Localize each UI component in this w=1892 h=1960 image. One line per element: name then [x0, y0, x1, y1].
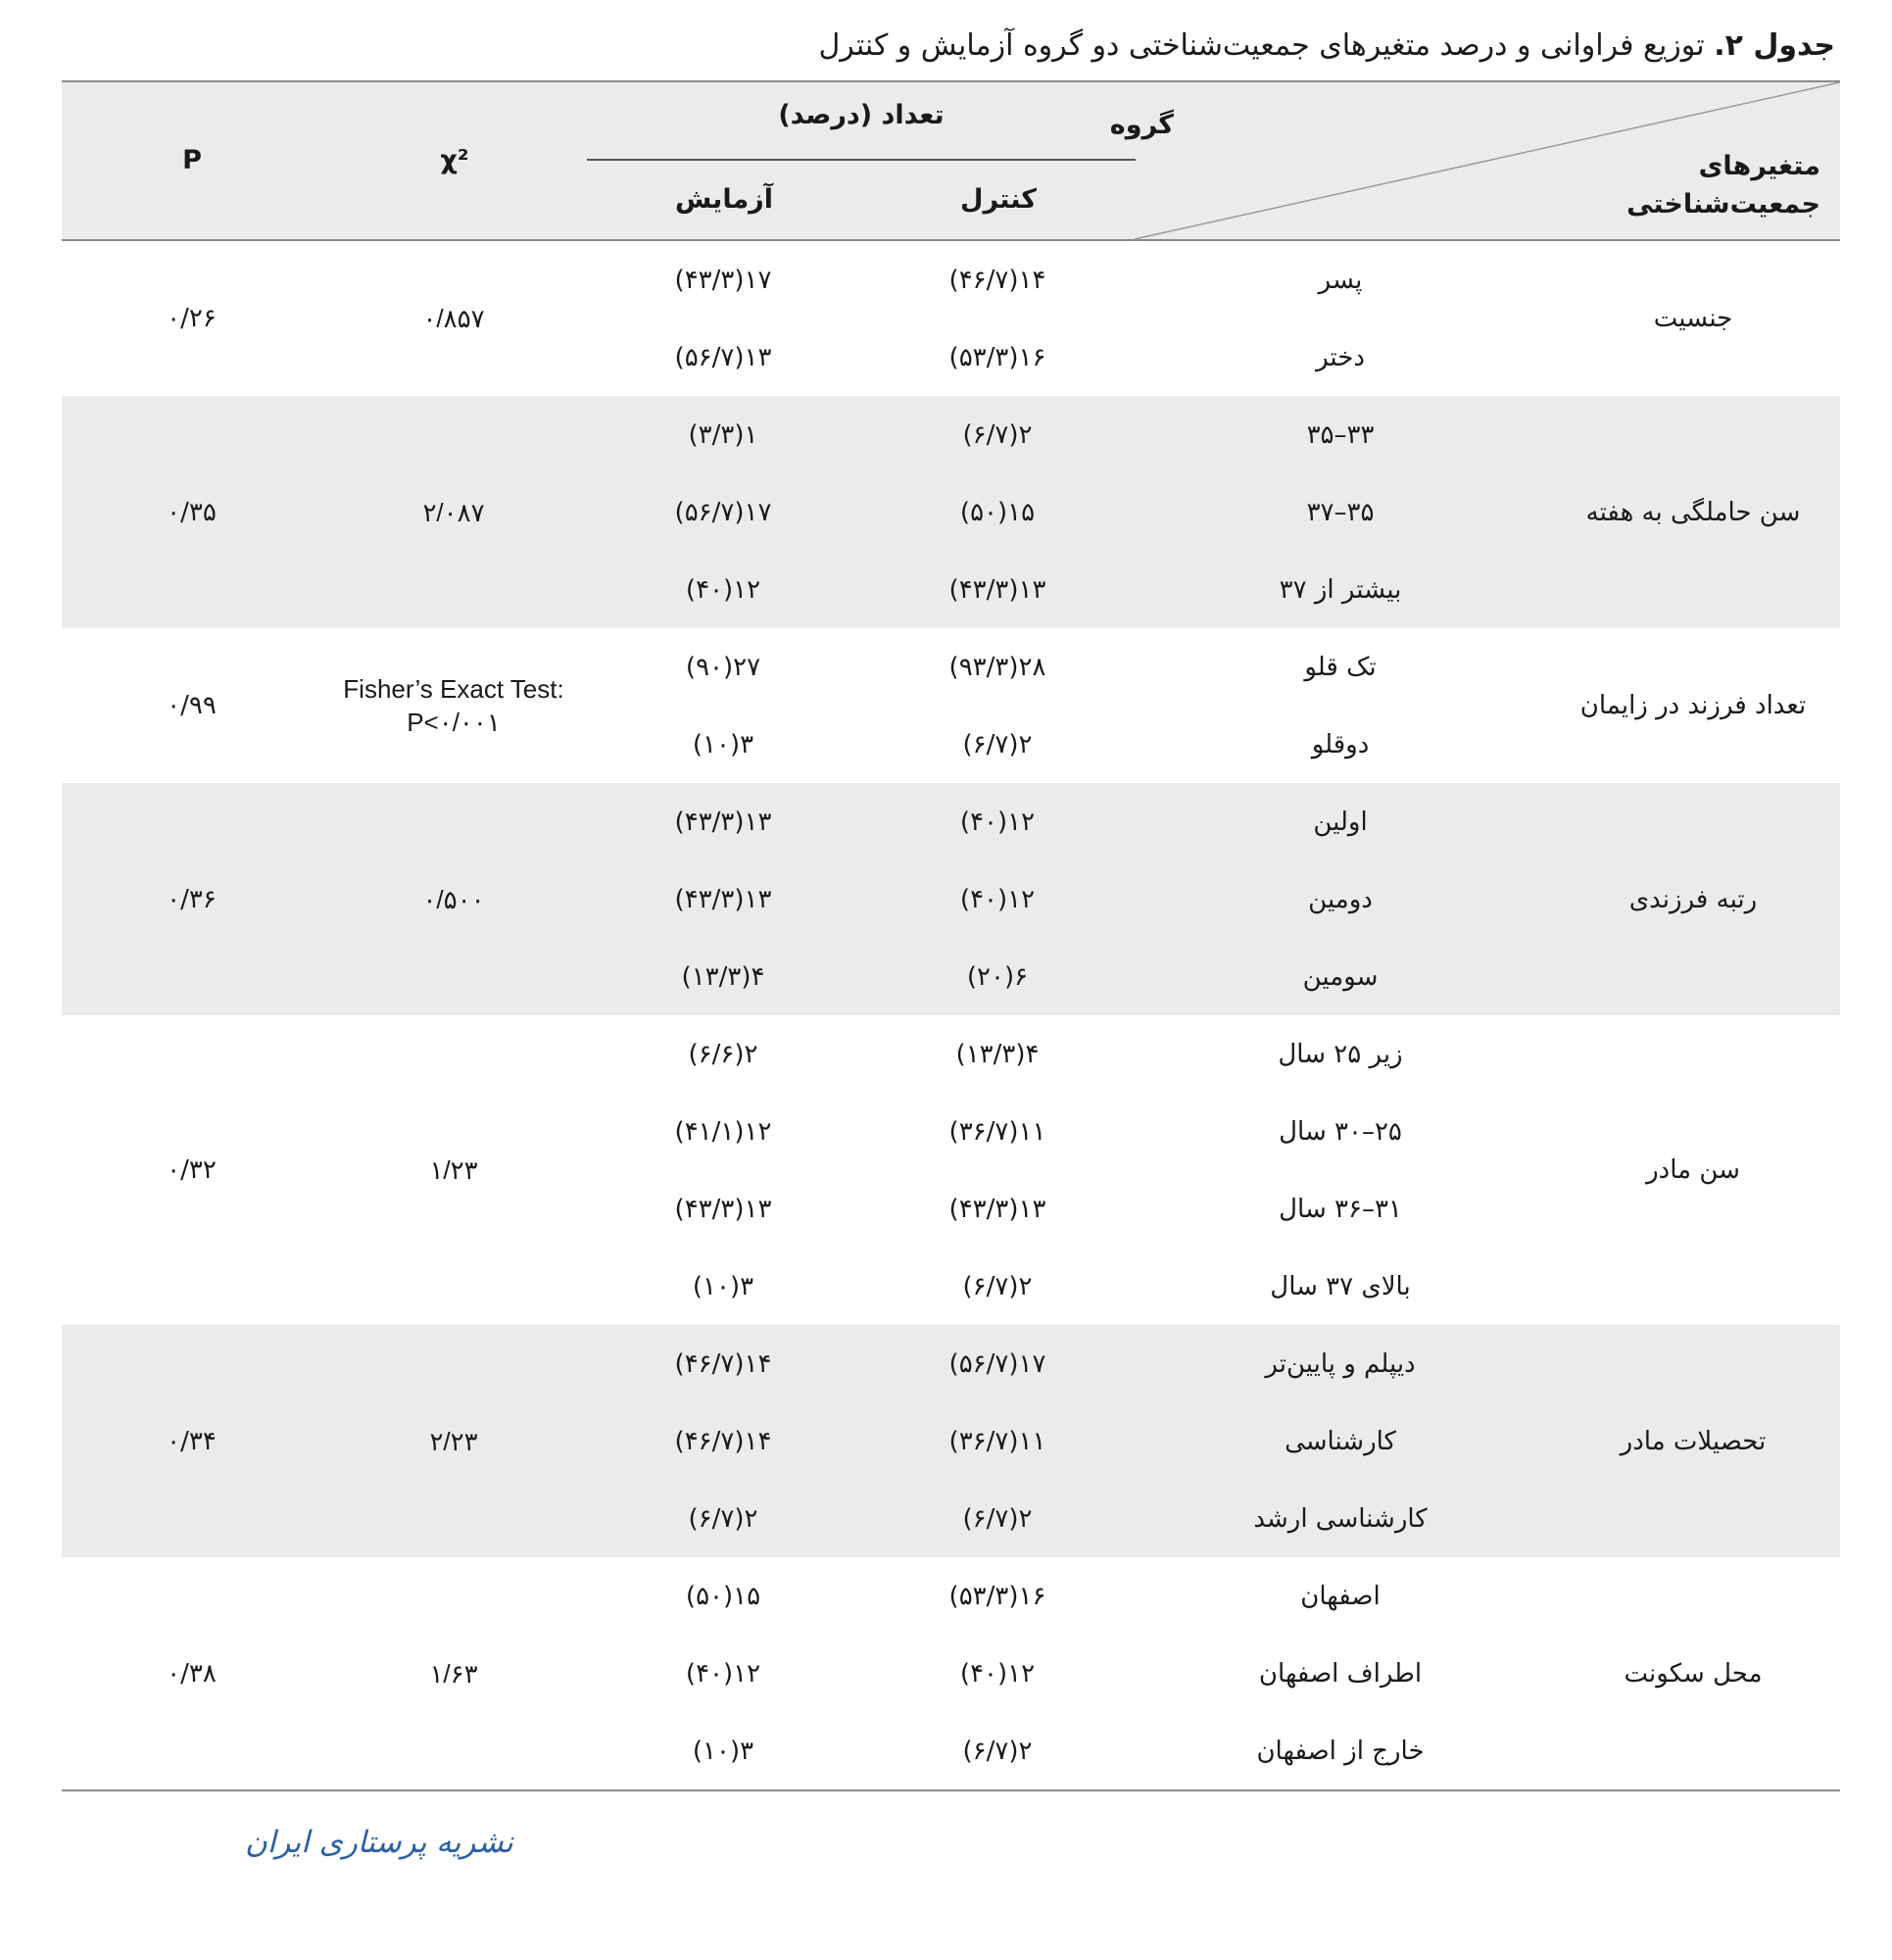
variable-name-cell	[1546, 1557, 1840, 1789]
control-column	[860, 628, 1135, 783]
experiment-value: ۱۲(۴۱/۱)	[674, 1116, 772, 1147]
subgroup-column	[1135, 783, 1546, 1015]
control-column	[860, 396, 1135, 628]
control-value: ۱۴(۴۶/۷)	[948, 265, 1046, 295]
header-variables: متغیرهای جمعیت‌شناختی	[1626, 151, 1820, 220]
variable-group	[62, 628, 1840, 783]
subgroup-label: پسر	[1318, 265, 1363, 295]
experiment-value: ۳(۱۰)	[692, 1271, 754, 1301]
experiment-value: ۱۳(۴۳/۳)	[674, 884, 772, 914]
subgroup-label: ۲۵–۳۰ سال	[1279, 1116, 1402, 1147]
subgroup-label: دوقلو	[1311, 729, 1370, 760]
variable-name: تعداد فرزند در زایمان	[1579, 691, 1807, 720]
subgroup-label: خارج از اصفهان	[1256, 1736, 1425, 1766]
control-value: ۱۶(۵۳/۳)	[948, 1581, 1046, 1611]
caption-label: جدول ۲.	[1714, 28, 1835, 63]
experiment-column	[586, 1325, 860, 1557]
header-chi-square: χ²	[440, 145, 469, 175]
subgroup-label: دختر	[1316, 342, 1365, 372]
subgroup-label: بیشتر از ۳۷	[1279, 574, 1402, 605]
p-value-cell	[62, 1015, 321, 1325]
experiment-column	[586, 628, 860, 783]
subgroup-label: دیپلم و پایین‌تر	[1265, 1348, 1416, 1379]
control-value: ۱۲(۴۰)	[959, 884, 1036, 914]
subgroup-label: اطراف اصفهان	[1258, 1658, 1423, 1689]
experiment-column	[586, 1015, 860, 1325]
experiment-value: ۱۵(۵۰)	[685, 1581, 761, 1611]
variable-name: جنسیت	[1653, 304, 1733, 333]
p-value: ۰/۳۶	[167, 884, 217, 914]
control-value: ۴(۱۳/۳)	[955, 1039, 1040, 1069]
subgroup-column	[1135, 241, 1546, 396]
experiment-value: ۳(۱۰)	[692, 729, 754, 760]
experiment-value: ۲۷(۹۰)	[685, 652, 761, 682]
control-value: ۱۶(۵۳/۳)	[948, 342, 1046, 372]
experiment-value: ۳(۱۰)	[692, 1736, 754, 1766]
variable-name: محل سکونت	[1624, 1658, 1763, 1689]
subgroup-label: کارشناسی ارشد	[1253, 1503, 1428, 1534]
variable-name-cell	[1546, 241, 1840, 396]
experiment-value: ۱۷(۴۳/۳)	[674, 265, 772, 295]
chi-square-value: ۰/۵۰۰	[422, 884, 485, 914]
p-value: ۰/۳۴	[167, 1426, 217, 1456]
control-value: ۱۱(۳۶/۷)	[948, 1426, 1046, 1456]
experiment-value: ۱۳(۵۶/۷)	[674, 342, 772, 372]
control-value: ۱۳(۴۳/۳)	[948, 574, 1046, 605]
p-value: ۰/۲۶	[167, 304, 217, 333]
table-header	[62, 80, 1840, 241]
table-body	[62, 241, 1840, 1789]
p-value: ۰/۳۵	[167, 497, 217, 527]
variable-group	[62, 1557, 1840, 1789]
p-value: ۰/۳۲	[167, 1155, 217, 1185]
experiment-value: ۱۲(۴۰)	[685, 574, 761, 605]
chi-square-value: ۱/۲۳	[429, 1155, 478, 1185]
chi-square-cell	[321, 1557, 586, 1789]
experiment-value: ۱(۳/۳)	[688, 419, 758, 450]
experiment-column	[586, 396, 860, 628]
demographics-table	[62, 80, 1840, 1791]
variable-name: سن حاملگی به هفته	[1585, 497, 1801, 527]
control-value: ۲۸(۹۳/۳)	[948, 652, 1046, 682]
p-value: ۰/۳۸	[167, 1658, 217, 1689]
chi-square-cell	[321, 241, 586, 396]
control-value: ۱۵(۵۰)	[959, 497, 1036, 527]
control-value: ۱۷(۵۶/۷)	[948, 1348, 1046, 1379]
control-value: ۱۳(۴۳/۳)	[948, 1194, 1046, 1224]
p-value: ۰/۹۹	[167, 691, 217, 720]
header-control: کنترل	[960, 184, 1037, 215]
p-value-cell	[62, 396, 321, 628]
subgroup-column	[1135, 628, 1546, 783]
experiment-value: ۱۴(۴۶/۷)	[674, 1426, 772, 1456]
variable-name-cell	[1546, 1015, 1840, 1325]
subgroup-label: دومین	[1308, 884, 1373, 914]
control-column	[860, 1325, 1135, 1557]
p-value-cell	[62, 241, 321, 396]
experiment-value: ۴(۱۳/۳)	[681, 961, 765, 992]
subgroup-label: کارشناسی	[1285, 1426, 1396, 1456]
chi-square-value: Fisher’s Exact Test: P<۰/۰۰۱	[343, 674, 564, 737]
subgroup-label: زیر ۲۵ سال	[1278, 1039, 1403, 1069]
experiment-value: ۲(۶/۷)	[688, 1503, 758, 1534]
control-value: ۱۱(۳۶/۷)	[948, 1116, 1046, 1147]
chi-square-cell	[321, 1015, 586, 1325]
header-experiment: آزمایش	[675, 184, 773, 215]
control-column	[860, 783, 1135, 1015]
control-value: ۲(۶/۷)	[962, 1271, 1033, 1301]
experiment-value: ۲(۶/۶)	[688, 1039, 758, 1069]
chi-square-value: ۰/۸۵۷	[422, 304, 485, 333]
subgroup-label: تک قلو	[1304, 652, 1377, 682]
chi-square-value: ۲/۰۸۷	[422, 497, 485, 527]
experiment-column	[586, 241, 860, 396]
experiment-value: ۱۲(۴۰)	[685, 1658, 761, 1689]
subgroup-label: بالای ۳۷ سال	[1270, 1271, 1411, 1301]
variable-name: سن مادر	[1646, 1155, 1740, 1185]
variable-name: تحصیلات مادر	[1620, 1426, 1767, 1456]
control-value: ۱۲(۴۰)	[959, 807, 1036, 837]
subgroup-label: ۳۱–۳۶ سال	[1279, 1194, 1402, 1224]
subgroup-column	[1135, 1557, 1546, 1789]
p-value-cell	[62, 628, 321, 783]
chi-square-value: ۲/۲۳	[429, 1426, 478, 1456]
experiment-column	[586, 783, 860, 1015]
control-column	[860, 241, 1135, 396]
experiment-value: ۱۳(۴۳/۳)	[674, 807, 772, 837]
subgroup-label: اولین	[1313, 807, 1368, 837]
chi-square-cell	[321, 1325, 586, 1557]
header-rule	[587, 159, 1136, 161]
subgroup-column	[1135, 1015, 1546, 1325]
control-column	[860, 1557, 1135, 1789]
experiment-column	[586, 1557, 860, 1789]
chi-square-cell	[321, 396, 586, 628]
control-value: ۲(۶/۷)	[962, 729, 1033, 760]
chi-square-cell	[321, 783, 586, 1015]
experiment-value: ۱۳(۴۳/۳)	[674, 1194, 772, 1224]
subgroup-label: اصفهان	[1300, 1581, 1381, 1611]
experiment-value: ۱۴(۴۶/۷)	[674, 1348, 772, 1379]
control-value: ۲(۶/۷)	[962, 419, 1033, 450]
variable-name-cell	[1546, 1325, 1840, 1557]
p-value-cell	[62, 1325, 321, 1557]
variable-group	[62, 783, 1840, 1015]
control-value: ۶(۲۰)	[966, 961, 1029, 992]
subgroup-column	[1135, 1325, 1546, 1557]
variable-group	[62, 241, 1840, 396]
p-value-cell	[62, 783, 321, 1015]
journal-logo	[59, 1811, 513, 1870]
subgroup-column	[1135, 396, 1546, 628]
variable-name-cell	[1546, 783, 1840, 1015]
header-count-percent: تعداد (درصد)	[778, 100, 945, 130]
p-value-cell	[62, 1557, 321, 1789]
table-caption	[52, 22, 1835, 71]
subgroup-label: سومین	[1302, 961, 1379, 992]
variable-group	[62, 1015, 1840, 1325]
header-group: گروه	[1109, 110, 1174, 140]
variable-group	[62, 396, 1840, 628]
journal-logo-text: نشریه پرستاری ایران	[245, 1825, 513, 1860]
caption-text: توزیع فراوانی و درصد متغیرهای جمعیت‌شناختی دو گروه آزمایش و کنترل	[818, 28, 1705, 63]
variable-group	[62, 1325, 1840, 1557]
subgroup-label: ۳۵–۳۷	[1306, 497, 1375, 527]
subgroup-label: ۳۳–۳۵	[1306, 419, 1375, 450]
chi-square-value: ۱/۶۳	[429, 1658, 478, 1689]
control-value: ۲(۶/۷)	[962, 1503, 1033, 1534]
variable-name: رتبه فرزندی	[1628, 884, 1758, 914]
chi-square-cell	[321, 628, 586, 783]
control-value: ۱۲(۴۰)	[959, 1658, 1036, 1689]
table-bottom-rule	[62, 1789, 1840, 1791]
control-column	[860, 1015, 1135, 1325]
variable-name-cell	[1546, 628, 1840, 783]
experiment-value: ۱۷(۵۶/۷)	[674, 497, 772, 527]
control-value: ۲(۶/۷)	[962, 1736, 1033, 1766]
header-p-value: P	[182, 145, 202, 175]
variable-name-cell	[1546, 396, 1840, 628]
